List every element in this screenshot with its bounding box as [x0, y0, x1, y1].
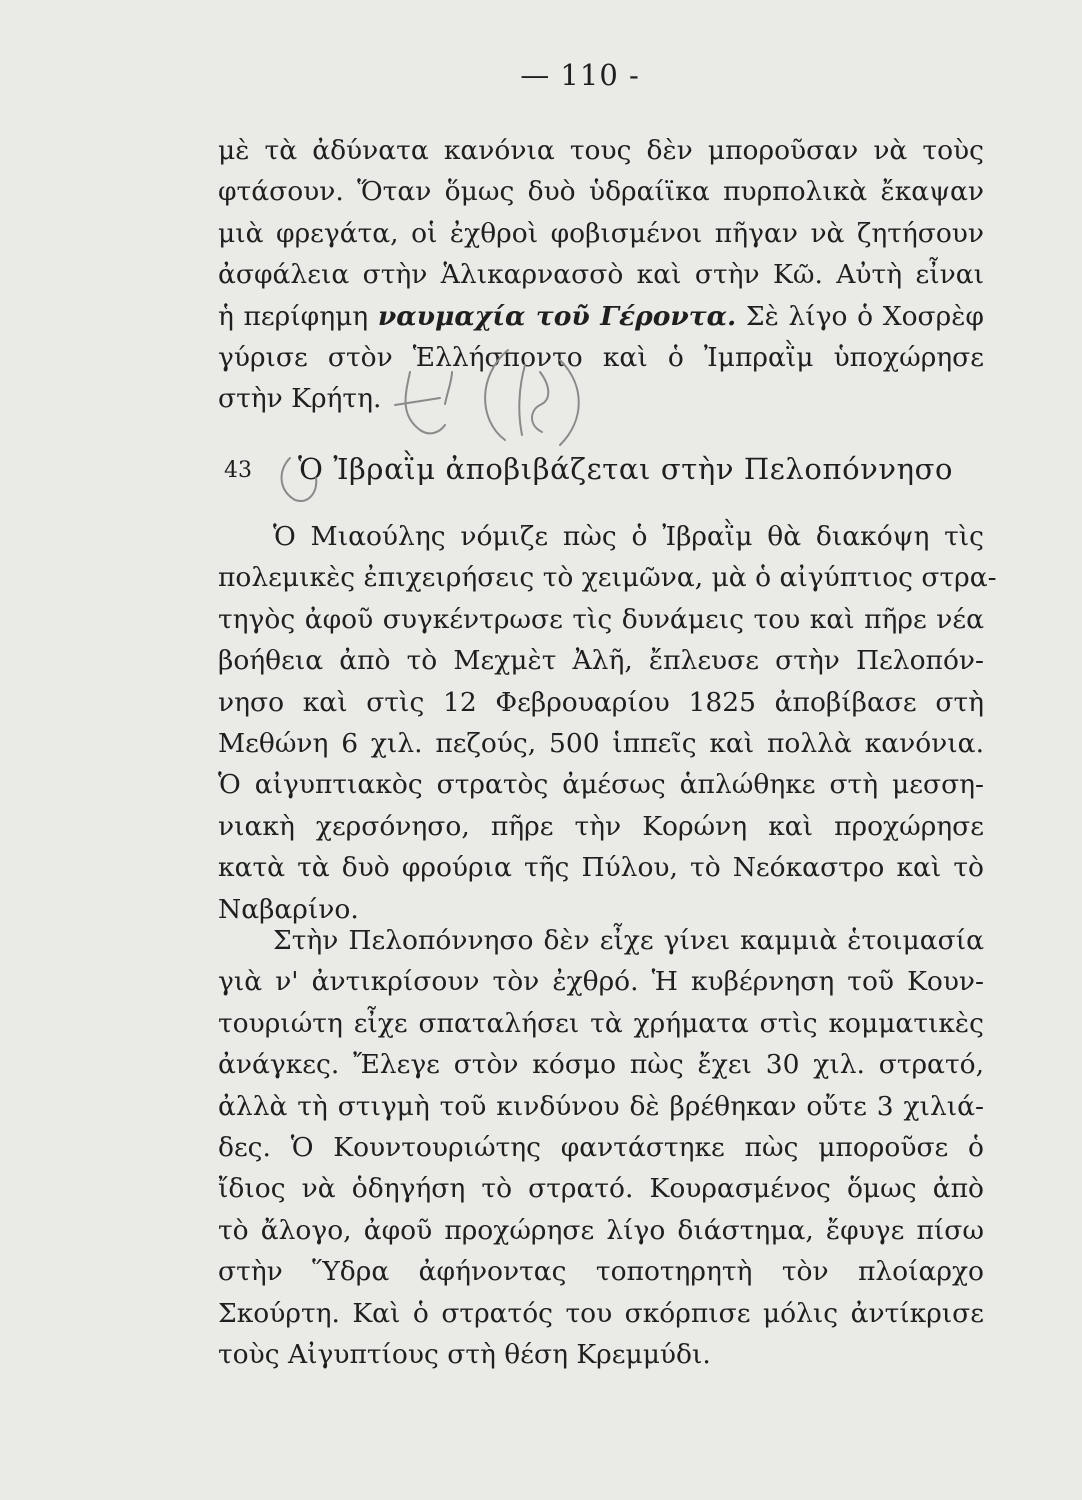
text-line: Ὁ αἰγυπτιακὸς στρατὸς ἀμέσως ἁπλώθηκε στὴ μεσση-: [218, 769, 984, 801]
text-line: ἴδιος νὰ ὁδηγήση τὸ στρατό. Κουρασμένος ὅμως ἀπὸ: [218, 1173, 984, 1205]
text-line: μὲ τὰ ἀδύνατα κανόνια τους δὲν μποροῦσαν νὰ τοὺς: [218, 135, 984, 166]
italic-emphasis: ναυμαχία τοῦ Γέροντα.: [377, 300, 737, 332]
text-line: τοὺς Αἰγυπτίους στὴ θέση Κρεμμύδι.: [218, 1338, 711, 1370]
text-line: ἀσφάλεια στὴν Ἁλικαρνασσὸ καὶ στὴν Κῶ. Αὐτὴ εἶναι: [218, 259, 984, 291]
text-line: πολεμικὲς ἐπιχειρήσεις τὸ χειμῶνα, μὰ ὁ αἰγύπτιος στρα-: [218, 562, 997, 594]
text-line: νησο καὶ στὶς 12 Φεβρουαρίου 1825 ἀποβίβασε στὴ: [218, 686, 984, 718]
text-line: [218, 296, 984, 337]
text-line: νιακὴ χερσόνησο, πῆρε τὴν Κορώνη καὶ προχώρησε: [218, 810, 984, 842]
text-line: Σκούρτη. Καὶ ὁ στρατός του σκόρπισε μόλις ἀντίκρισε: [218, 1297, 984, 1329]
text-line: μιὰ φρεγάτα, οἱ ἐχθροὶ φοβισμένοι πῆγαν νὰ ζητήσουν: [218, 217, 984, 249]
section-title: Ὁ Ἰβραῒμ ἀποβιβάζεται στὴν Πελοπόννησο: [298, 452, 954, 486]
paragraph-continuation: [218, 130, 984, 420]
text-line: φτάσουν. Ὅταν ὅμως δυὸ ὑδραίϊκα πυρπολικὰ ἔκαψαν: [218, 176, 984, 208]
text-line: δες. Ὁ Κουντουριώτης φαντάστηκε πὼς μποροῦσε ὁ: [218, 1131, 984, 1163]
text-line: τουριώτη εἶχε σπαταλήσει τὰ χρήματα στὶς κομματικὲς: [218, 1007, 984, 1039]
text-line: ἀλλὰ τὴ στιγμὴ τοῦ κινδύνου δὲ βρέθηκαν οὔτε 3 χιλιά-: [218, 1090, 984, 1122]
page-number: — 110 -: [520, 58, 640, 92]
text-line: στὴν Ὕδρα ἀφήνοντας τοποτηρητὴ τὸν πλοίαρχο: [218, 1256, 984, 1288]
section-heading: [218, 446, 988, 492]
text-line: Ναβαρίνο.: [218, 893, 359, 925]
paragraph-2: [218, 516, 997, 930]
text-line: Μεθώνη 6 χιλ. πεζούς, 500 ἱππεῖς καὶ πολλὰ κανόνια.: [218, 727, 984, 759]
section-number: 43: [224, 458, 252, 483]
text-line: γύρισε στὸν Ἑλλήσποντο καὶ ὁ Ἰμπραῒμ ὑποχώρησε: [218, 341, 984, 373]
text-line: γιὰ ν' ἀντικρίσουν τὸν ἐχθρό. Ἡ κυβέρνηση τοῦ Κουν-: [218, 966, 984, 998]
text-fragment: Σὲ λίγο ὁ Χοσρὲφ: [736, 300, 984, 332]
text-fragment: ἡ περίφημη: [218, 300, 378, 332]
text-line: τηγὸς ἀφοῦ συγκέντρωσε τὶς δυνάμεις του καὶ πῆρε νέα: [218, 603, 984, 635]
text-line: στὴν Κρήτη.: [218, 383, 382, 415]
text-line: Στὴν Πελοπόννησο δὲν εἶχε γίνει καμμιὰ ἑτοιμασία: [273, 925, 984, 956]
text-line: ἀνάγκες. Ἔλεγε στὸν κόσμο πὼς ἔχει 30 χιλ. στρατό,: [218, 1049, 984, 1081]
text-line: τὸ ἄλογο, ἀφοῦ προχώρησε λίγο διάστημα, ἔφυγε πίσω: [218, 1214, 984, 1246]
text-line: κατὰ τὰ δυὸ φρούρια τῆς Πύλου, τὸ Νεόκαστρο καὶ τὸ: [218, 852, 984, 884]
text-line: βοήθεια ἀπὸ τὸ Μεχμὲτ Ἀλῆ, ἔπλευσε στὴν Πελοπόν-: [218, 645, 984, 677]
text-line: Ὁ Μιαούλης νόμιζε πὼς ὁ Ἰβραῒμ θὰ διακόψη τὶς: [273, 521, 984, 552]
paragraph-3: [218, 920, 984, 1375]
